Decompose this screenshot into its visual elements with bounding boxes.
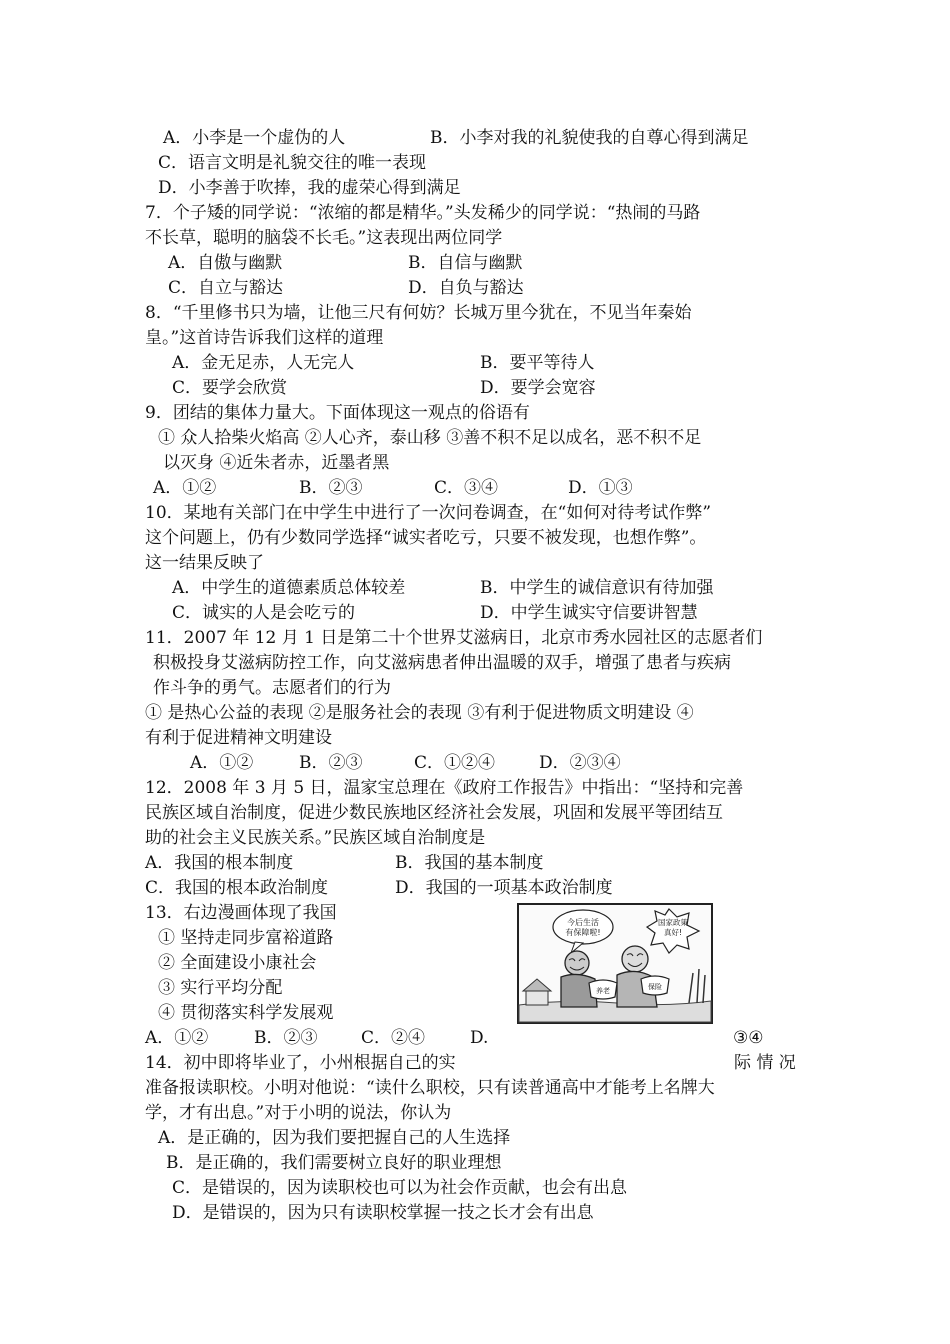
- q9-stem: 9．团结的集体力量大。下面体现这一观点的俗语有: [145, 403, 530, 423]
- q10-stem-line-1: 10．某地有关部门在中学生中进行了一次问卷调查，在“如何对待考试作弊”: [145, 503, 712, 523]
- q11-option-b: B．②③: [299, 753, 363, 773]
- q11-stem-line-2: 积极投身艾滋病防控工作，向艾滋病患者伸出温暖的双手，增强了患者与疾病: [153, 653, 731, 673]
- q9-items-line-1: ① 众人拾柴火焰高 ②人心齐，泰山移 ③善不积不足以成名，恶不积不足: [158, 428, 702, 448]
- q7-option-d: D．自负与豁达: [408, 278, 524, 298]
- q6-option-c: C．语言文明是礼貌交往的唯一表现: [158, 153, 427, 173]
- q13-option-b: B．②③: [254, 1028, 318, 1048]
- q7-option-b: B．自信与幽默: [408, 253, 523, 273]
- q7-option-a: A．自傲与幽默: [168, 253, 283, 273]
- q12-stem-line-1: 12．2008 年 3 月 5 日，温家宝总理在《政府工作报告》中指出：“坚持和完善: [145, 778, 744, 798]
- q14-option-b: B．是正确的，我们需要树立良好的职业理想: [166, 1153, 502, 1173]
- q12-stem-line-3: 助的社会主义民族关系。”民族区域自治制度是: [145, 828, 486, 848]
- q12-option-a: A．我国的根本制度: [145, 853, 294, 873]
- q8-option-b: B．要平等待人: [480, 353, 595, 373]
- q14-option-a: A．是正确的，因为我们要把握自己的人生选择: [158, 1128, 511, 1148]
- q6-option-a: A．小李是一个虚伪的人: [163, 128, 346, 148]
- q11-stem-line-1: 11．2007 年 12 月 1 日是第二十个世界艾滋病日，北京市秀水园社区的志愿者们: [145, 628, 763, 648]
- q14-stem-line-2: 准备报读职校。小明对他说：“读什么职校，只有读普通高中才能考上名牌大: [145, 1078, 715, 1098]
- q7-stem-line-1: 7．个子矮的同学说：“浓缩的都是精华。”头发稀少的同学说：“热闹的马路: [145, 203, 701, 223]
- q8-stem-line-1: 8．“千里修书只为墙，让他三尺有何妨？长城万里今犹在，不见当年秦始: [145, 303, 692, 323]
- q14-stem-line-1a: 14．初中即将毕业了，小州根据自己的实: [145, 1053, 456, 1073]
- q12-option-b: B．我国的基本制度: [395, 853, 544, 873]
- q11-option-a: A．①②: [190, 753, 254, 773]
- q8-stem-line-2: 皇。”这首诗告诉我们这样的道理: [145, 328, 384, 348]
- q12-option-d: D．我国的一项基本政治制度: [395, 878, 613, 898]
- q13-item-2: ② 全面建设小康社会: [158, 953, 317, 973]
- q10-option-d: D．中学生诚实守信要讲智慧: [480, 603, 698, 623]
- q12-stem-line-2: 民族区域自治制度，促进少数民族地区经济社会发展，巩固和发展平等团结互: [145, 803, 723, 823]
- q13-option-d: D.: [470, 1028, 489, 1048]
- q11-items-line-2: 有利于促进精神文明建设: [145, 728, 332, 748]
- q13-item-1: ① 坚持走同步富裕道路: [158, 928, 334, 948]
- q13-stem: 13．右边漫画体现了我国: [145, 903, 337, 923]
- q13-item-3: ③ 实行平均分配: [158, 978, 283, 998]
- q13-option-a: A．①②: [145, 1028, 209, 1048]
- q10-stem-line-2: 这个问题上，仍有少数同学选择“诚实者吃亏，只要不被发现，也想作弊”。: [145, 528, 707, 548]
- q8-option-c: C．要学会欣赏: [172, 378, 288, 398]
- q11-option-c: C．①②④: [414, 753, 496, 773]
- cartoon-bag-right-label: 保险: [648, 983, 662, 991]
- q9-items-line-2: 以灭身 ④近朱者赤，近墨者黑: [163, 453, 390, 473]
- q6-option-d: D．小李善于吹捧，我的虚荣心得到满足: [158, 178, 461, 198]
- cartoon-bubble-right-line-2: 真好!: [663, 928, 683, 937]
- cartoon-bubble-right-line-1: 国家政策: [658, 918, 688, 927]
- q8-option-d: D．要学会宽容: [480, 378, 596, 398]
- q9-option-c: C．③④: [434, 478, 499, 498]
- q7-stem-line-2: 不长草，聪明的脑袋不长毛。”这表现出两位同学: [145, 228, 503, 248]
- q13-option-d-value: ③④: [733, 1028, 764, 1048]
- cartoon-bag-left-label: 养老: [596, 987, 610, 995]
- q13-option-c: C．②④: [361, 1028, 426, 1048]
- q9-option-a: A．①②: [153, 478, 217, 498]
- cartoon-bubble-left-line-2: 有保障啦!: [565, 928, 601, 937]
- q14-stem-line-1b: 际 情 况: [734, 1053, 796, 1073]
- q14-option-d: D．是错误的，因为只有读职校掌握一技之长才会有出息: [172, 1203, 594, 1223]
- q11-stem-line-3: 作斗争的勇气。志愿者们的行为: [153, 678, 391, 698]
- q12-option-c: C．我国的根本政治制度: [145, 878, 329, 898]
- q14-stem-line-3: 学，才有出息。”对于小明的说法，你认为: [145, 1103, 452, 1123]
- cartoon-bubble-left-line-1: 今后生活: [567, 918, 599, 927]
- q10-option-a: A．中学生的道德素质总体较差: [172, 578, 406, 598]
- q11-items-line-1: ① 是热心公益的表现 ②是服务社会的表现 ③有利于促进物质文明建设 ④: [145, 703, 694, 723]
- q10-option-c: C．诚实的人是会吃亏的: [172, 603, 356, 623]
- q9-option-d: D．①③: [568, 478, 633, 498]
- q9-option-b: B．②③: [299, 478, 363, 498]
- q8-option-a: A．金无足赤，人无完人: [172, 353, 355, 373]
- q13-item-4: ④ 贯彻落实科学发展观: [158, 1003, 334, 1023]
- q14-option-c: C．是错误的，因为读职校也可以为社会作贡献，也会有出息: [172, 1178, 628, 1198]
- q10-stem-line-3: 这一结果反映了: [145, 553, 264, 573]
- q13-cartoon-image: [517, 903, 713, 1024]
- q6-option-b: B．小李对我的礼貌使我的自尊心得到满足: [430, 128, 749, 148]
- q10-option-b: B．中学生的诚信意识有待加强: [480, 578, 714, 598]
- q11-option-d: D．②③④: [539, 753, 621, 773]
- q7-option-c: C．自立与豁达: [168, 278, 284, 298]
